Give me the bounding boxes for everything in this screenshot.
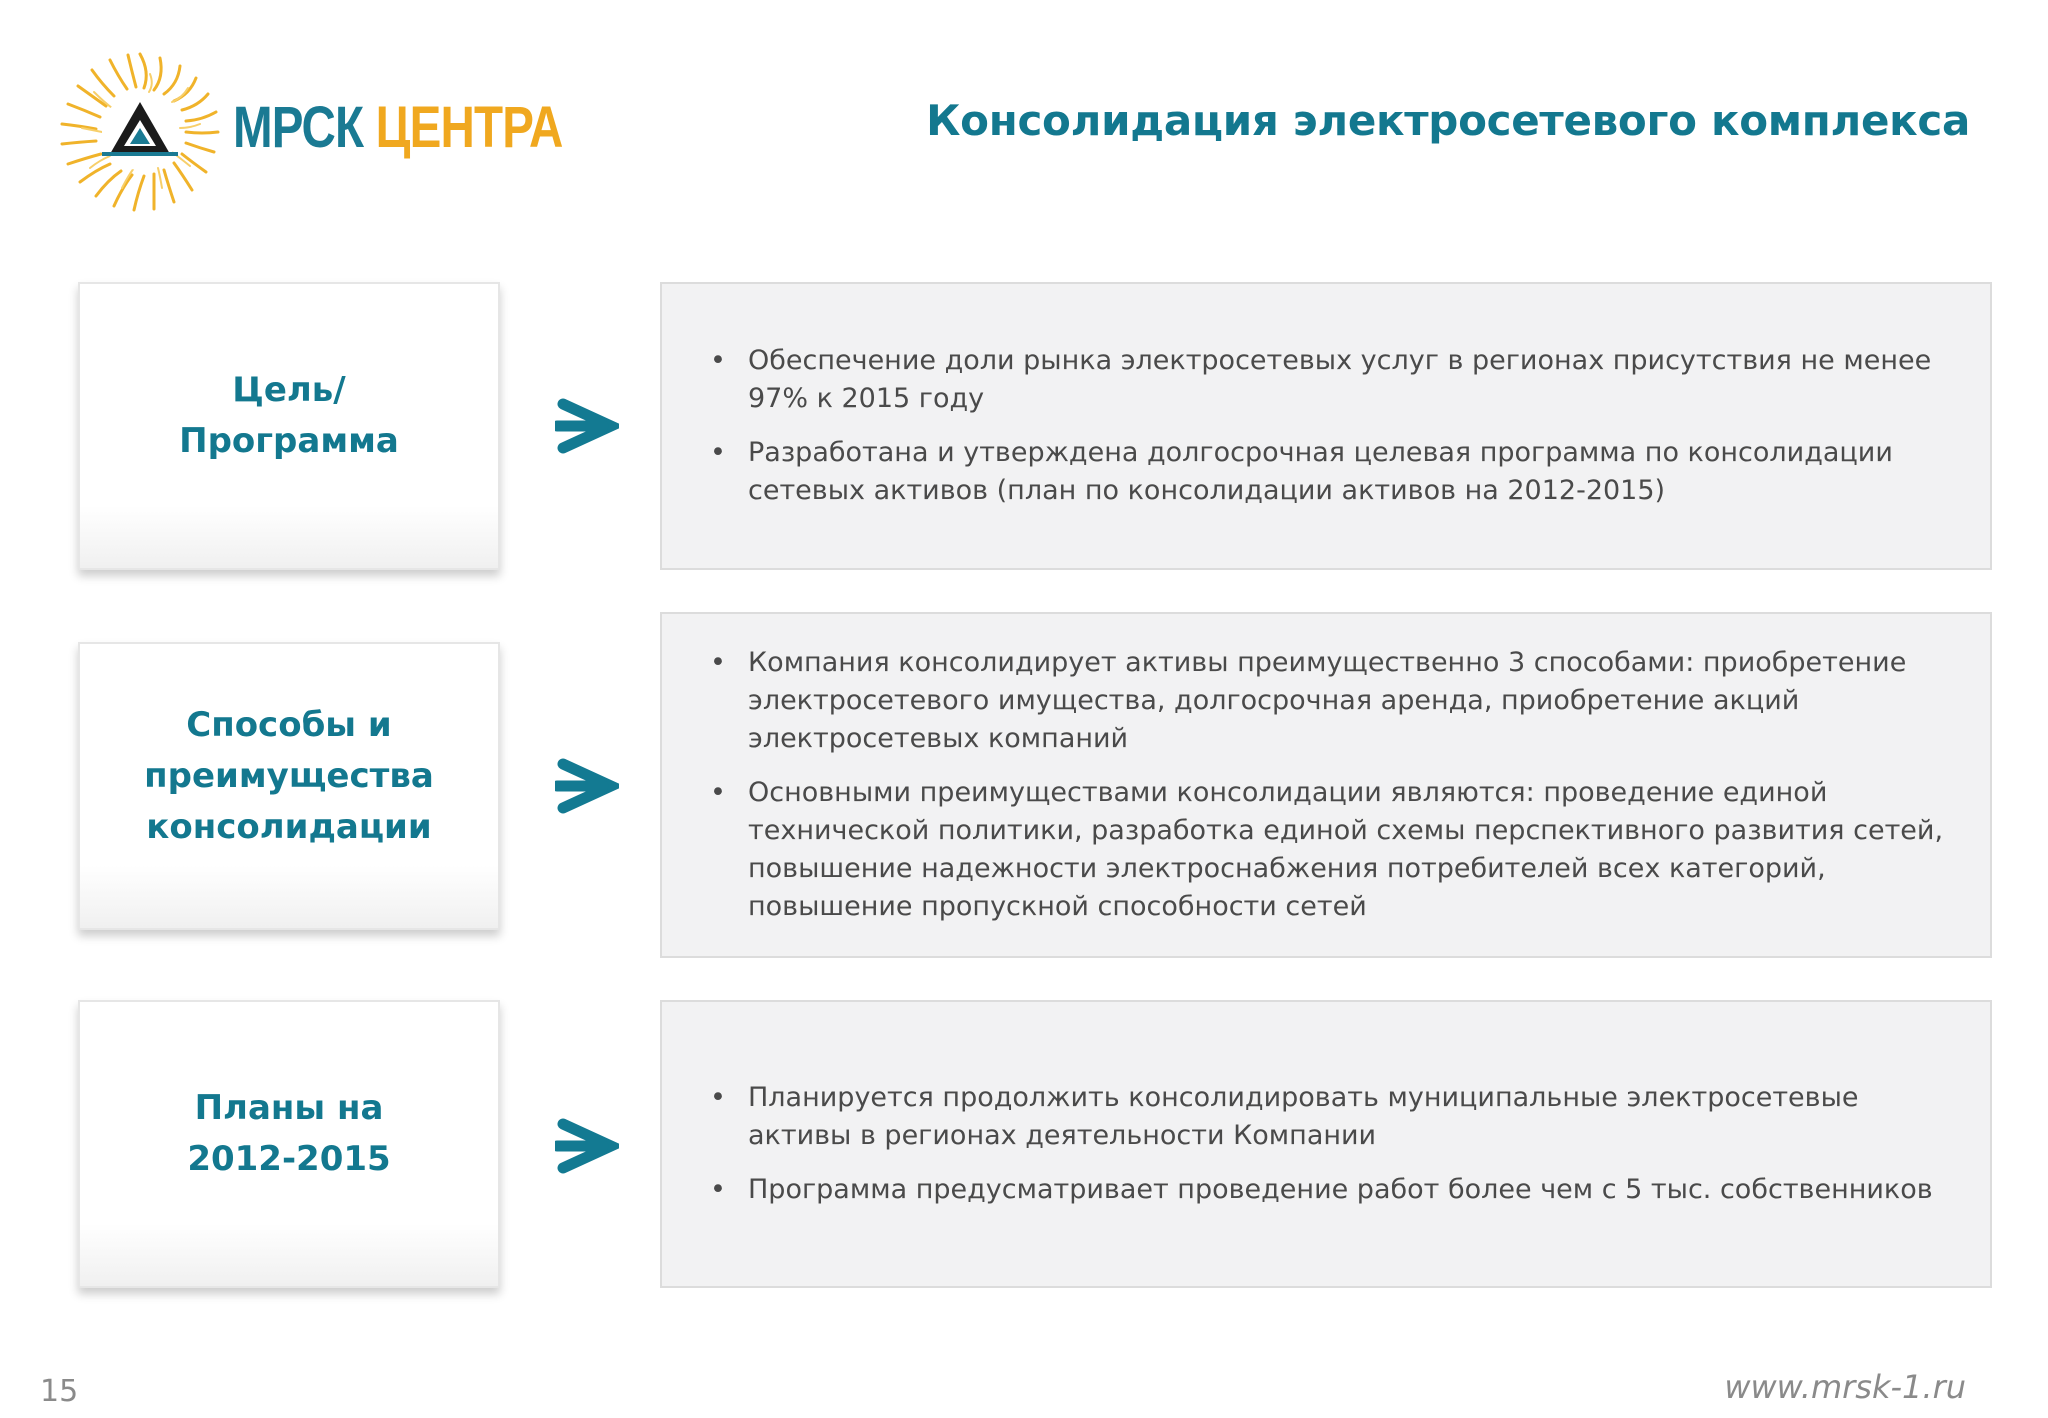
logo-sun-icon xyxy=(60,50,230,220)
logo-wordmark xyxy=(233,94,562,161)
list-item: • Планируется продолжить консолидировать муниципальные электросетевые активы в регионах деятельности Компании xyxy=(710,1082,1859,1151)
company-logo xyxy=(60,50,563,220)
logo-text-primary: МРСК xyxy=(233,95,364,160)
bullet-list xyxy=(710,342,1970,510)
row-label-plans xyxy=(78,1000,500,1288)
page-title: Консолидация электросетевого комплекса xyxy=(926,96,1970,145)
list-item: • Обеспечение доли рынка электросетевых услуг в регионах присутствия не менее 97% к 2015 году xyxy=(710,345,1932,414)
logo-text-accent: ЦЕНТРА xyxy=(375,95,563,160)
list-item: • Основными преимуществами консолидации являются: проведение единой технической политики, разработка единой схемы перспективного развития сетей, повышение надежности электроснабжения потребителей всех категорий, повышение пропускной способности сетей xyxy=(710,777,1944,922)
arrow-right-icon xyxy=(555,758,619,814)
list-item: • Компания консолидирует активы преимущественно 3 способами: приобретение электросетевого имущества, долгосрочная аренда, приобретение акций электросетевых компаний xyxy=(710,647,1907,754)
row-label-text: Цель/ Программа xyxy=(179,370,399,461)
arrow-right-icon xyxy=(555,398,619,454)
row-label-text: Планы на 2012-2015 xyxy=(187,1088,391,1179)
list-item: • Программа предусматривает проведение работ более чем с 5 тыс. собственников xyxy=(710,1174,1933,1205)
row-label-goal xyxy=(78,282,500,570)
row-panel-methods xyxy=(660,612,1992,958)
website-link[interactable]: www.mrsk-1.ru xyxy=(1724,1368,1966,1406)
arrow-right-icon xyxy=(555,1118,619,1174)
list-item: • Разработана и утверждена долгосрочная целевая программа по консолидации сетевых активов (план по консолидации активов на 2012-2015) xyxy=(710,437,1893,506)
row-panel-goal xyxy=(660,282,1992,570)
bullet-list xyxy=(710,644,1970,926)
bullet-list xyxy=(710,1079,1970,1209)
page-number: 15 xyxy=(40,1374,79,1409)
row-panel-plans xyxy=(660,1000,1992,1288)
row-label-text: Способы и преимущества консолидации xyxy=(144,704,434,847)
row-label-methods xyxy=(78,642,500,930)
